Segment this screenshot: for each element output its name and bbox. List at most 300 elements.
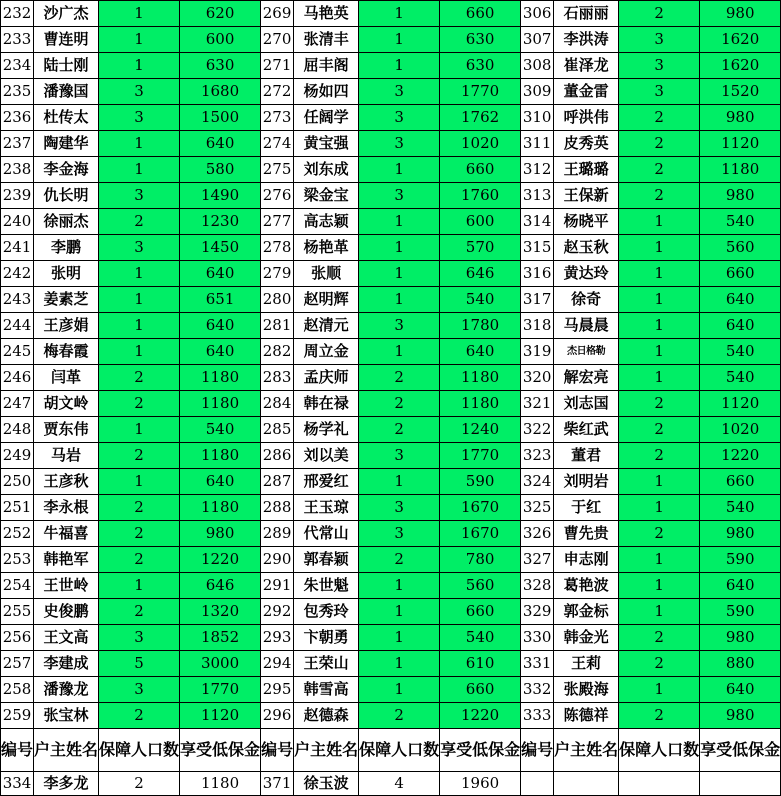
amount-cell: 540 bbox=[180, 417, 261, 443]
count-cell: 3 bbox=[359, 105, 440, 131]
empty-cell bbox=[619, 772, 700, 796]
amount-cell: 640 bbox=[180, 261, 261, 287]
id-cell: 309 bbox=[521, 79, 554, 105]
table-row-tail bbox=[1, 772, 781, 796]
table-row bbox=[1, 677, 781, 703]
id-cell: 247 bbox=[1, 391, 34, 417]
name-cell: 王荣山 bbox=[294, 651, 359, 677]
id-cell: 256 bbox=[1, 625, 34, 651]
id-cell: 233 bbox=[1, 27, 34, 53]
name-cell: 刘以美 bbox=[294, 443, 359, 469]
count-cell: 3 bbox=[99, 79, 180, 105]
amount-cell: 640 bbox=[180, 339, 261, 365]
amount-cell: 590 bbox=[700, 547, 781, 573]
table-row bbox=[1, 443, 781, 469]
name-cell: 潘豫国 bbox=[34, 79, 99, 105]
name-cell: 胡文岭 bbox=[34, 391, 99, 417]
name-cell: 李鹏 bbox=[34, 235, 99, 261]
column-header-name: 户主姓名 bbox=[294, 729, 359, 772]
count-cell: 1 bbox=[359, 157, 440, 183]
id-cell: 259 bbox=[1, 703, 34, 729]
table-row bbox=[1, 417, 781, 443]
name-cell: 李洪涛 bbox=[554, 27, 619, 53]
amount-cell: 980 bbox=[700, 183, 781, 209]
count-cell: 2 bbox=[99, 521, 180, 547]
amount-cell: 1620 bbox=[700, 27, 781, 53]
amount-cell: 3000 bbox=[180, 651, 261, 677]
count-cell: 1 bbox=[359, 261, 440, 287]
amount-cell: 1852 bbox=[180, 625, 261, 651]
name-cell: 包秀玲 bbox=[294, 599, 359, 625]
name-cell: 皮秀英 bbox=[554, 131, 619, 157]
amount-cell: 540 bbox=[700, 495, 781, 521]
table-row bbox=[1, 521, 781, 547]
column-header-id: 编号 bbox=[261, 729, 294, 772]
id-cell: 277 bbox=[261, 209, 294, 235]
name-cell: 王莉 bbox=[554, 651, 619, 677]
id-cell: 248 bbox=[1, 417, 34, 443]
column-header-name: 户主姓名 bbox=[554, 729, 619, 772]
id-cell: 331 bbox=[521, 651, 554, 677]
name-cell: 闫革 bbox=[34, 365, 99, 391]
id-cell: 255 bbox=[1, 599, 34, 625]
count-cell: 2 bbox=[99, 547, 180, 573]
count-cell: 2 bbox=[619, 183, 700, 209]
amount-cell: 560 bbox=[700, 235, 781, 261]
count-cell: 1 bbox=[619, 599, 700, 625]
count-cell: 1 bbox=[359, 1, 440, 27]
count-cell: 1 bbox=[359, 651, 440, 677]
id-cell: 291 bbox=[261, 573, 294, 599]
id-cell: 280 bbox=[261, 287, 294, 313]
count-cell: 2 bbox=[99, 209, 180, 235]
count-cell: 3 bbox=[99, 105, 180, 131]
amount-cell: 780 bbox=[440, 547, 521, 573]
amount-cell: 1770 bbox=[440, 443, 521, 469]
count-cell: 3 bbox=[619, 53, 700, 79]
name-cell: 赵明辉 bbox=[294, 287, 359, 313]
count-cell: 1 bbox=[99, 53, 180, 79]
id-cell: 258 bbox=[1, 677, 34, 703]
count-cell: 1 bbox=[99, 417, 180, 443]
id-cell: 257 bbox=[1, 651, 34, 677]
count-cell: 3 bbox=[99, 235, 180, 261]
id-cell: 282 bbox=[261, 339, 294, 365]
id-cell: 310 bbox=[521, 105, 554, 131]
amount-cell: 1760 bbox=[440, 183, 521, 209]
amount-cell: 660 bbox=[440, 157, 521, 183]
id-cell: 307 bbox=[521, 27, 554, 53]
count-cell: 1 bbox=[619, 313, 700, 339]
name-cell: 邢爱红 bbox=[294, 469, 359, 495]
amount-cell: 1180 bbox=[180, 443, 261, 469]
id-cell: 236 bbox=[1, 105, 34, 131]
column-header-id: 编号 bbox=[521, 729, 554, 772]
id-cell: 314 bbox=[521, 209, 554, 235]
amount-cell: 640 bbox=[180, 469, 261, 495]
count-cell: 1 bbox=[99, 469, 180, 495]
count-cell: 2 bbox=[99, 443, 180, 469]
amount-cell: 640 bbox=[700, 677, 781, 703]
id-cell: 283 bbox=[261, 365, 294, 391]
count-cell: 2 bbox=[619, 131, 700, 157]
id-cell: 315 bbox=[521, 235, 554, 261]
name-cell: 李永根 bbox=[34, 495, 99, 521]
name-cell: 马艳英 bbox=[294, 1, 359, 27]
amount-cell: 1960 bbox=[440, 772, 521, 796]
amount-cell: 880 bbox=[700, 651, 781, 677]
amount-cell: 1180 bbox=[180, 391, 261, 417]
id-cell: 288 bbox=[261, 495, 294, 521]
name-cell: 张顺 bbox=[294, 261, 359, 287]
amount-cell: 1240 bbox=[440, 417, 521, 443]
name-cell: 黄达玲 bbox=[554, 261, 619, 287]
amount-cell: 1180 bbox=[180, 365, 261, 391]
name-cell: 石丽丽 bbox=[554, 1, 619, 27]
amount-cell: 1770 bbox=[180, 677, 261, 703]
column-header-amount: 享受低保金 bbox=[440, 729, 521, 772]
amount-cell: 1620 bbox=[700, 53, 781, 79]
amount-cell: 980 bbox=[700, 703, 781, 729]
empty-cell bbox=[521, 772, 554, 796]
id-cell: 285 bbox=[261, 417, 294, 443]
amount-cell: 620 bbox=[180, 1, 261, 27]
name-cell: 李金海 bbox=[34, 157, 99, 183]
count-cell: 3 bbox=[359, 443, 440, 469]
amount-cell: 640 bbox=[700, 287, 781, 313]
name-cell: 李多龙 bbox=[34, 772, 99, 796]
amount-cell: 651 bbox=[180, 287, 261, 313]
amount-cell: 570 bbox=[440, 235, 521, 261]
column-header-count: 保障人口数 bbox=[619, 729, 700, 772]
name-cell: 黄宝强 bbox=[294, 131, 359, 157]
amount-cell: 980 bbox=[700, 105, 781, 131]
amount-cell: 610 bbox=[440, 651, 521, 677]
amount-cell: 660 bbox=[440, 599, 521, 625]
id-cell: 326 bbox=[521, 521, 554, 547]
id-cell: 250 bbox=[1, 469, 34, 495]
amount-cell: 640 bbox=[180, 131, 261, 157]
count-cell: 1 bbox=[99, 27, 180, 53]
name-cell: 董君 bbox=[554, 443, 619, 469]
count-cell: 2 bbox=[619, 1, 700, 27]
name-cell: 郭金标 bbox=[554, 599, 619, 625]
table-row bbox=[1, 573, 781, 599]
amount-cell: 646 bbox=[180, 573, 261, 599]
name-cell: 郭春颖 bbox=[294, 547, 359, 573]
count-cell: 3 bbox=[619, 27, 700, 53]
id-cell: 284 bbox=[261, 391, 294, 417]
name-cell: 陆士刚 bbox=[34, 53, 99, 79]
amount-cell: 1230 bbox=[180, 209, 261, 235]
amount-cell: 560 bbox=[440, 573, 521, 599]
id-cell: 275 bbox=[261, 157, 294, 183]
id-cell: 287 bbox=[261, 469, 294, 495]
count-cell: 1 bbox=[359, 469, 440, 495]
name-cell: 于红 bbox=[554, 495, 619, 521]
id-cell: 239 bbox=[1, 183, 34, 209]
id-cell: 281 bbox=[261, 313, 294, 339]
count-cell: 1 bbox=[359, 599, 440, 625]
amount-cell: 630 bbox=[180, 53, 261, 79]
name-cell: 王彦娟 bbox=[34, 313, 99, 339]
count-cell: 2 bbox=[359, 547, 440, 573]
table-row bbox=[1, 183, 781, 209]
name-cell: 李建成 bbox=[34, 651, 99, 677]
table-body bbox=[1, 1, 781, 796]
count-cell: 1 bbox=[99, 157, 180, 183]
name-cell: 徐玉波 bbox=[294, 772, 359, 796]
count-cell: 1 bbox=[619, 677, 700, 703]
name-cell: 杜传太 bbox=[34, 105, 99, 131]
count-cell: 1 bbox=[619, 469, 700, 495]
amount-cell: 1770 bbox=[440, 79, 521, 105]
count-cell: 1 bbox=[99, 339, 180, 365]
name-cell: 马岩 bbox=[34, 443, 99, 469]
amount-cell: 640 bbox=[700, 573, 781, 599]
count-cell: 2 bbox=[99, 703, 180, 729]
name-cell: 梁金宝 bbox=[294, 183, 359, 209]
name-cell: 呼洪伟 bbox=[554, 105, 619, 131]
count-cell: 2 bbox=[359, 365, 440, 391]
table-row bbox=[1, 599, 781, 625]
id-cell: 320 bbox=[521, 365, 554, 391]
id-cell: 241 bbox=[1, 235, 34, 261]
amount-cell: 540 bbox=[440, 625, 521, 651]
name-cell: 曹连明 bbox=[34, 27, 99, 53]
count-cell: 3 bbox=[359, 79, 440, 105]
amount-cell: 1180 bbox=[700, 157, 781, 183]
column-header-amount: 享受低保金 bbox=[180, 729, 261, 772]
amount-cell: 640 bbox=[440, 339, 521, 365]
id-cell: 371 bbox=[261, 772, 294, 796]
id-cell: 269 bbox=[261, 1, 294, 27]
id-cell: 325 bbox=[521, 495, 554, 521]
amount-cell: 646 bbox=[440, 261, 521, 287]
id-cell: 313 bbox=[521, 183, 554, 209]
id-cell: 235 bbox=[1, 79, 34, 105]
id-cell: 243 bbox=[1, 287, 34, 313]
count-cell: 1 bbox=[619, 287, 700, 313]
name-cell: 任阔学 bbox=[294, 105, 359, 131]
amount-cell: 1220 bbox=[180, 547, 261, 573]
count-cell: 1 bbox=[99, 287, 180, 313]
name-cell: 杨晓平 bbox=[554, 209, 619, 235]
id-cell: 332 bbox=[521, 677, 554, 703]
count-cell: 2 bbox=[619, 417, 700, 443]
count-cell: 3 bbox=[99, 677, 180, 703]
id-cell: 317 bbox=[521, 287, 554, 313]
amount-cell: 1020 bbox=[440, 131, 521, 157]
table-row bbox=[1, 157, 781, 183]
name-cell: 刘志国 bbox=[554, 391, 619, 417]
name-cell: 陈德祥 bbox=[554, 703, 619, 729]
name-cell: 申志刚 bbox=[554, 547, 619, 573]
amount-cell: 540 bbox=[440, 287, 521, 313]
amount-cell: 630 bbox=[440, 53, 521, 79]
id-cell: 329 bbox=[521, 599, 554, 625]
name-cell: 韩艳军 bbox=[34, 547, 99, 573]
name-cell: 韩在禄 bbox=[294, 391, 359, 417]
count-cell: 1 bbox=[359, 53, 440, 79]
amount-cell: 1180 bbox=[180, 772, 261, 796]
id-cell: 318 bbox=[521, 313, 554, 339]
count-cell: 1 bbox=[619, 339, 700, 365]
amount-cell: 1120 bbox=[180, 703, 261, 729]
count-cell: 2 bbox=[99, 365, 180, 391]
count-cell: 2 bbox=[99, 772, 180, 796]
id-cell: 251 bbox=[1, 495, 34, 521]
name-cell: 杨艳革 bbox=[294, 235, 359, 261]
column-header-id: 编号 bbox=[1, 729, 34, 772]
id-cell: 295 bbox=[261, 677, 294, 703]
column-header-amount: 享受低保金 bbox=[700, 729, 781, 772]
name-cell: 张清丰 bbox=[294, 27, 359, 53]
count-cell: 5 bbox=[99, 651, 180, 677]
name-cell: 屈丰阁 bbox=[294, 53, 359, 79]
name-cell: 陶建华 bbox=[34, 131, 99, 157]
count-cell: 1 bbox=[359, 339, 440, 365]
amount-cell: 1220 bbox=[700, 443, 781, 469]
amount-cell: 540 bbox=[700, 365, 781, 391]
count-cell: 1 bbox=[359, 27, 440, 53]
table-row bbox=[1, 339, 781, 365]
name-cell: 杰日格勒 bbox=[554, 339, 619, 365]
count-cell: 1 bbox=[619, 547, 700, 573]
table-row bbox=[1, 79, 781, 105]
amount-cell: 1320 bbox=[180, 599, 261, 625]
amount-cell: 630 bbox=[440, 27, 521, 53]
table-row bbox=[1, 235, 781, 261]
amount-cell: 1220 bbox=[440, 703, 521, 729]
id-cell: 296 bbox=[261, 703, 294, 729]
id-cell: 324 bbox=[521, 469, 554, 495]
amount-cell: 600 bbox=[440, 209, 521, 235]
name-cell: 卞朝勇 bbox=[294, 625, 359, 651]
id-cell: 253 bbox=[1, 547, 34, 573]
name-cell: 杨如四 bbox=[294, 79, 359, 105]
amount-cell: 1520 bbox=[700, 79, 781, 105]
id-cell: 276 bbox=[261, 183, 294, 209]
name-cell: 赵德森 bbox=[294, 703, 359, 729]
count-cell: 1 bbox=[619, 573, 700, 599]
name-cell: 沙广杰 bbox=[34, 1, 99, 27]
name-cell: 王文高 bbox=[34, 625, 99, 651]
amount-cell: 1120 bbox=[700, 391, 781, 417]
id-cell: 311 bbox=[521, 131, 554, 157]
count-cell: 3 bbox=[359, 313, 440, 339]
name-cell: 赵清元 bbox=[294, 313, 359, 339]
id-cell: 238 bbox=[1, 157, 34, 183]
id-cell: 244 bbox=[1, 313, 34, 339]
id-cell: 270 bbox=[261, 27, 294, 53]
amount-cell: 980 bbox=[700, 521, 781, 547]
amount-cell: 1670 bbox=[440, 495, 521, 521]
column-header-count: 保障人口数 bbox=[99, 729, 180, 772]
column-header-row bbox=[1, 729, 781, 772]
name-cell: 史俊鹏 bbox=[34, 599, 99, 625]
count-cell: 2 bbox=[99, 599, 180, 625]
id-cell: 274 bbox=[261, 131, 294, 157]
count-cell: 1 bbox=[619, 209, 700, 235]
table-row bbox=[1, 261, 781, 287]
amount-cell: 1490 bbox=[180, 183, 261, 209]
table-row bbox=[1, 27, 781, 53]
count-cell: 2 bbox=[619, 443, 700, 469]
id-cell: 240 bbox=[1, 209, 34, 235]
name-cell: 贾东伟 bbox=[34, 417, 99, 443]
id-cell: 254 bbox=[1, 573, 34, 599]
id-cell: 237 bbox=[1, 131, 34, 157]
count-cell: 3 bbox=[359, 131, 440, 157]
name-cell: 杨学礼 bbox=[294, 417, 359, 443]
amount-cell: 540 bbox=[700, 339, 781, 365]
id-cell: 306 bbox=[521, 1, 554, 27]
table-row bbox=[1, 131, 781, 157]
id-cell: 330 bbox=[521, 625, 554, 651]
amount-cell: 1500 bbox=[180, 105, 261, 131]
count-cell: 1 bbox=[619, 235, 700, 261]
amount-cell: 660 bbox=[700, 469, 781, 495]
id-cell: 272 bbox=[261, 79, 294, 105]
id-cell: 286 bbox=[261, 443, 294, 469]
table-row bbox=[1, 469, 781, 495]
count-cell: 2 bbox=[619, 651, 700, 677]
count-cell: 2 bbox=[619, 391, 700, 417]
id-cell: 292 bbox=[261, 599, 294, 625]
id-cell: 312 bbox=[521, 157, 554, 183]
table-row bbox=[1, 313, 781, 339]
amount-cell: 1762 bbox=[440, 105, 521, 131]
name-cell: 韩雪高 bbox=[294, 677, 359, 703]
count-cell: 3 bbox=[99, 183, 180, 209]
amount-cell: 640 bbox=[700, 313, 781, 339]
amount-cell: 980 bbox=[700, 625, 781, 651]
name-cell: 王玉琼 bbox=[294, 495, 359, 521]
name-cell: 孟庆师 bbox=[294, 365, 359, 391]
id-cell: 271 bbox=[261, 53, 294, 79]
count-cell: 1 bbox=[359, 677, 440, 703]
table-row bbox=[1, 365, 781, 391]
column-header-name: 户主姓名 bbox=[34, 729, 99, 772]
name-cell: 王璐璐 bbox=[554, 157, 619, 183]
amount-cell: 1670 bbox=[440, 521, 521, 547]
id-cell: 290 bbox=[261, 547, 294, 573]
count-cell: 2 bbox=[619, 625, 700, 651]
id-cell: 327 bbox=[521, 547, 554, 573]
id-cell: 278 bbox=[261, 235, 294, 261]
table-row bbox=[1, 287, 781, 313]
id-cell: 232 bbox=[1, 1, 34, 27]
name-cell: 牛福喜 bbox=[34, 521, 99, 547]
amount-cell: 1020 bbox=[700, 417, 781, 443]
table-row bbox=[1, 547, 781, 573]
amount-cell: 980 bbox=[180, 521, 261, 547]
id-cell: 245 bbox=[1, 339, 34, 365]
name-cell: 梅春霞 bbox=[34, 339, 99, 365]
count-cell: 3 bbox=[619, 79, 700, 105]
id-cell: 273 bbox=[261, 105, 294, 131]
table-row bbox=[1, 1, 781, 27]
name-cell: 刘东成 bbox=[294, 157, 359, 183]
id-cell: 246 bbox=[1, 365, 34, 391]
name-cell: 曹先贵 bbox=[554, 521, 619, 547]
count-cell: 1 bbox=[619, 365, 700, 391]
id-cell: 279 bbox=[261, 261, 294, 287]
count-cell: 1 bbox=[99, 1, 180, 27]
count-cell: 1 bbox=[359, 209, 440, 235]
amount-cell: 640 bbox=[180, 313, 261, 339]
